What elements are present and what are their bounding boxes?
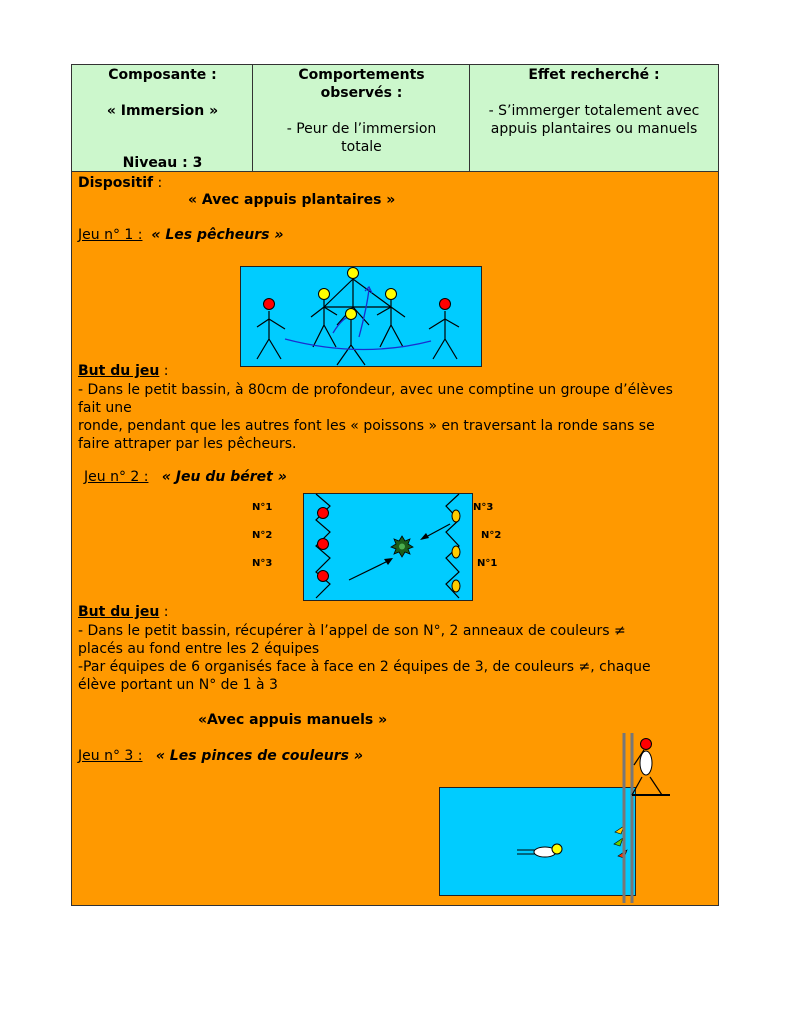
rings-target-icon <box>391 536 413 557</box>
game2-diagram-pool <box>303 493 473 601</box>
right-label-1: N°1 <box>477 558 498 569</box>
game2-goal-text <box>78 622 708 694</box>
color-clips-diagram <box>440 788 637 897</box>
game3-heading: Jeu n° 3 : « Les pinces de couleurs » <box>78 748 363 764</box>
poolside-figure <box>620 725 720 905</box>
fishermen-diagram <box>241 267 483 368</box>
section-plantar-title: « Avec appuis plantaires » <box>188 192 396 208</box>
effect-text-line1: - S’immerger totalement avec <box>488 103 700 119</box>
game1-diagram-pool <box>240 266 482 367</box>
goal2-line: élève portant un N° de 1 à 3 <box>78 677 278 693</box>
fish-yellow-top <box>348 268 359 279</box>
header-component-cell <box>72 65 253 171</box>
header-table <box>72 65 718 172</box>
header-behaviour-cell <box>253 65 470 171</box>
team-red-player-3 <box>318 571 329 582</box>
goal1-line: ronde, pendant que les autres font les « poissons » en traversant la ronde sans se <box>78 418 655 434</box>
goal2-line: - Dans le petit bassin, récupérer à l’appel de son N°, 2 anneaux de couleurs ≠ <box>78 623 626 639</box>
fisherman-red-right <box>440 299 451 310</box>
figure-head <box>641 739 652 750</box>
dispositif-heading: Dispositif : <box>78 175 163 191</box>
goal1-line: faire attraper par les pêcheurs. <box>78 436 297 452</box>
effect-text-line2: appuis plantaires ou manuels <box>490 121 698 137</box>
fish-yellow-left <box>319 289 330 300</box>
game2-heading: Jeu n° 2 : « Jeu du béret » <box>84 469 287 485</box>
section-manual-title: «Avec appuis manuels » <box>198 712 388 728</box>
effect-title: Effet recherché : <box>528 67 660 83</box>
right-label-2: N°2 <box>481 530 502 541</box>
game1-goal-text <box>78 381 708 453</box>
team-red-player-1 <box>318 508 329 519</box>
behaviour-text-line1: - Peur de l’immersion <box>286 121 437 137</box>
component-title: Composante : <box>108 67 217 83</box>
goal1-line: fait une <box>78 400 132 416</box>
right-label-3: N°3 <box>473 502 494 513</box>
document-sheet <box>71 64 719 906</box>
team-yellow-player-2 <box>452 546 460 558</box>
fish-yellow-right <box>386 289 397 300</box>
game1-goal-heading: But du jeu : <box>78 363 169 379</box>
left-label-1: N°1 <box>252 502 273 513</box>
left-label-2: N°2 <box>252 530 273 541</box>
component-name: « Immersion » <box>106 103 219 119</box>
fisherman-red-left <box>264 299 275 310</box>
behaviour-title-line2: observés : <box>320 85 403 101</box>
goal2-line: placés au fond entre les 2 équipes <box>78 641 320 657</box>
figure-body <box>640 751 652 775</box>
game3-diagram-pool <box>439 787 636 896</box>
goal1-line: - Dans le petit bassin, à 80cm de profondeur, avec une comptine un groupe d’élèves <box>78 382 673 398</box>
behaviour-title-line1: Comportements <box>298 67 425 83</box>
left-label-3: N°3 <box>252 558 273 569</box>
content-area <box>72 172 718 905</box>
team-yellow-player-1 <box>452 580 460 592</box>
behaviour-text-line2: totale <box>341 139 382 155</box>
fish-yellow-center <box>346 309 357 320</box>
goal2-line: -Par équipes de 6 organisés face à face en 2 équipes de 3, de couleurs ≠, chaque <box>78 659 651 675</box>
swimmer-head <box>552 844 562 854</box>
team-yellow-player-3 <box>452 510 460 522</box>
team-red-player-2 <box>318 539 329 550</box>
level-label: Niveau : 3 <box>122 155 203 171</box>
header-effect-cell <box>470 65 718 171</box>
game2-goal-heading: But du jeu : <box>78 604 169 620</box>
game1-heading: Jeu n° 1 : « Les pêcheurs » <box>78 227 284 243</box>
beret-diagram <box>304 494 474 602</box>
